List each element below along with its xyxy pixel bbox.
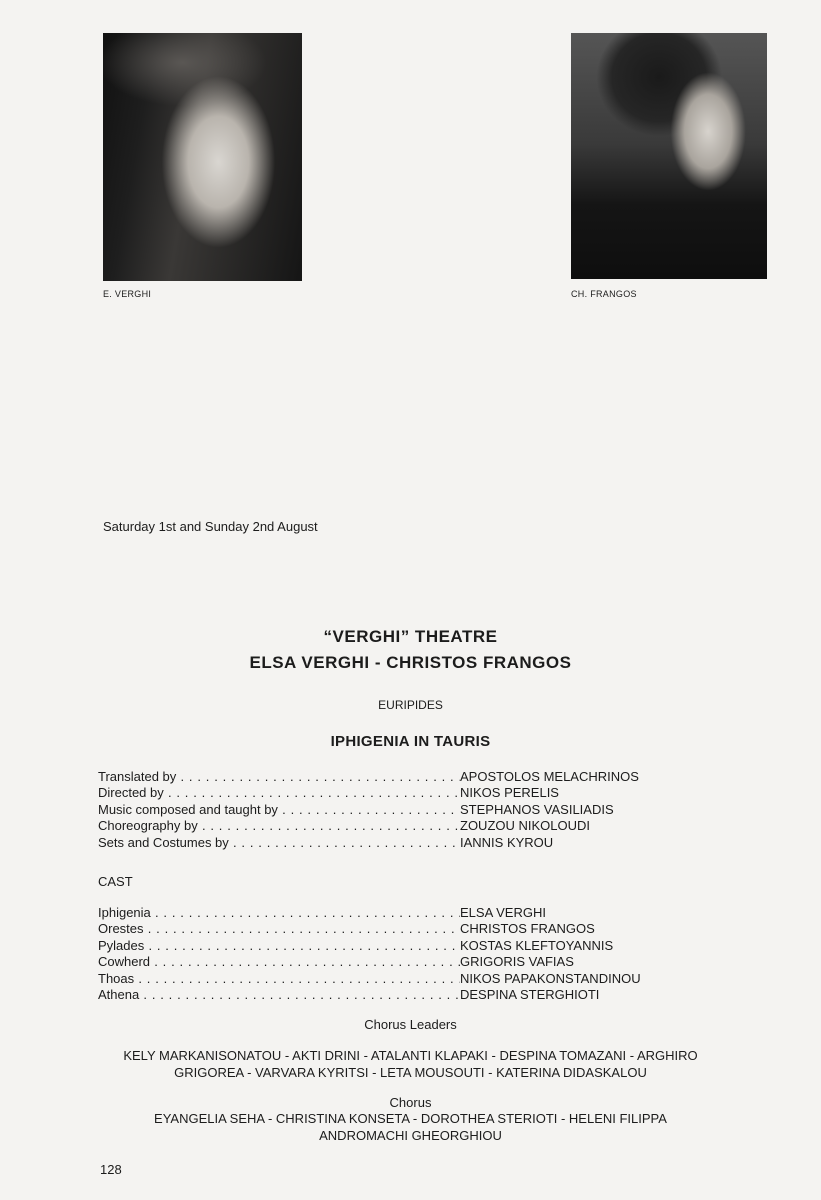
cast-name: ELSA VERGHI [460,905,546,920]
chorus-leaders-heading: Chorus Leaders [364,1017,457,1032]
credit-name: IANNIS KYROU [460,834,554,850]
portrait-photo-ch-frangos [571,33,767,279]
cast-row [98,954,673,970]
cast-list [98,905,673,1003]
cast-heading: CAST [98,874,133,889]
credit-role: Sets and Costumes by . . . [98,835,460,851]
cast-name: DESPINA STERGHIOTI [460,987,600,1003]
cast-name: CHRISTOS FRANGOS [460,921,595,937]
chorus-leaders-line: KELY MARKANISONATOU - AKTI DRINI - ATALANTI KLAPAKI - DESPINA TOMAZANI - ARGHIRO [123,1048,698,1063]
photo-caption-right: CH. FRANGOS [571,289,637,299]
cast-role: Thoas . . . [98,971,460,987]
chorus-heading: Chorus [389,1095,432,1110]
cast-row [98,905,673,921]
chorus-leaders-names [0,1047,821,1081]
credit-row [98,818,673,834]
cast-role: Orestes . . . [98,921,460,937]
cast-row [98,987,673,1003]
cast-row [98,938,673,954]
cast-role: Iphigenia . . . [98,905,460,921]
credit-role: Music composed and taught by . . . [98,802,460,818]
cast-role: Cowherd . . . [98,954,460,970]
credit-name: STEPHANOS VASILIADIS [460,801,614,817]
credit-role: Choreography by . . . [98,818,460,834]
play-author: EURIPIDES [378,698,443,712]
credit-row [98,835,673,851]
performance-date: Saturday 1st and Sunday 2nd August [103,519,318,534]
credit-name: NIKOS PERELIS [460,785,559,801]
credit-name: ZOUZOU NIKOLOUDI [460,818,591,834]
cast-role: Athena . . . [98,987,460,1003]
chorus-line: ANDROMACHI GHEORGHIOU [319,1128,502,1143]
portrait-photo-e-verghi [103,33,302,281]
theatre-directors: ELSA VERGHI - CHRISTOS FRANGOS [249,653,572,672]
chorus-line: EYANGELIA SEHA - CHRISTINA KONSETA - DOROTHEA STERIOTI - HELENI FILIPPA [154,1111,667,1126]
cast-name: KOSTAS KLEFTOYANNIS [460,937,614,953]
credit-name: APOSTOLOS MELACHRINOS [460,769,639,784]
cast-name: NIKOS PAPAKONSTANDINOU [460,970,641,986]
cast-name: GRIGORIS VAFIAS [460,954,574,970]
cast-row [98,971,673,987]
theatre-name: “VERGHI” THEATRE [323,627,498,646]
cast-role: Pylades . . . [98,938,460,954]
photo-caption-left: E. VERGHI [103,289,152,299]
credit-role: Directed by . . . [98,785,460,801]
play-title: IPHIGENIA IN TAURIS [330,733,491,750]
cast-row [98,921,673,937]
page-number: 128 [100,1162,122,1177]
credit-row [98,785,673,801]
chorus-leaders-line: GRIGOREA - VARVARA KYRITSI - LETA MOUSOUTI - KATERINA DIDASKALOU [174,1065,647,1080]
credit-row [98,802,673,818]
chorus-names [0,1110,821,1144]
credit-role: Translated by . . . [98,769,460,785]
credit-row [98,769,673,785]
credits-list [98,769,673,851]
